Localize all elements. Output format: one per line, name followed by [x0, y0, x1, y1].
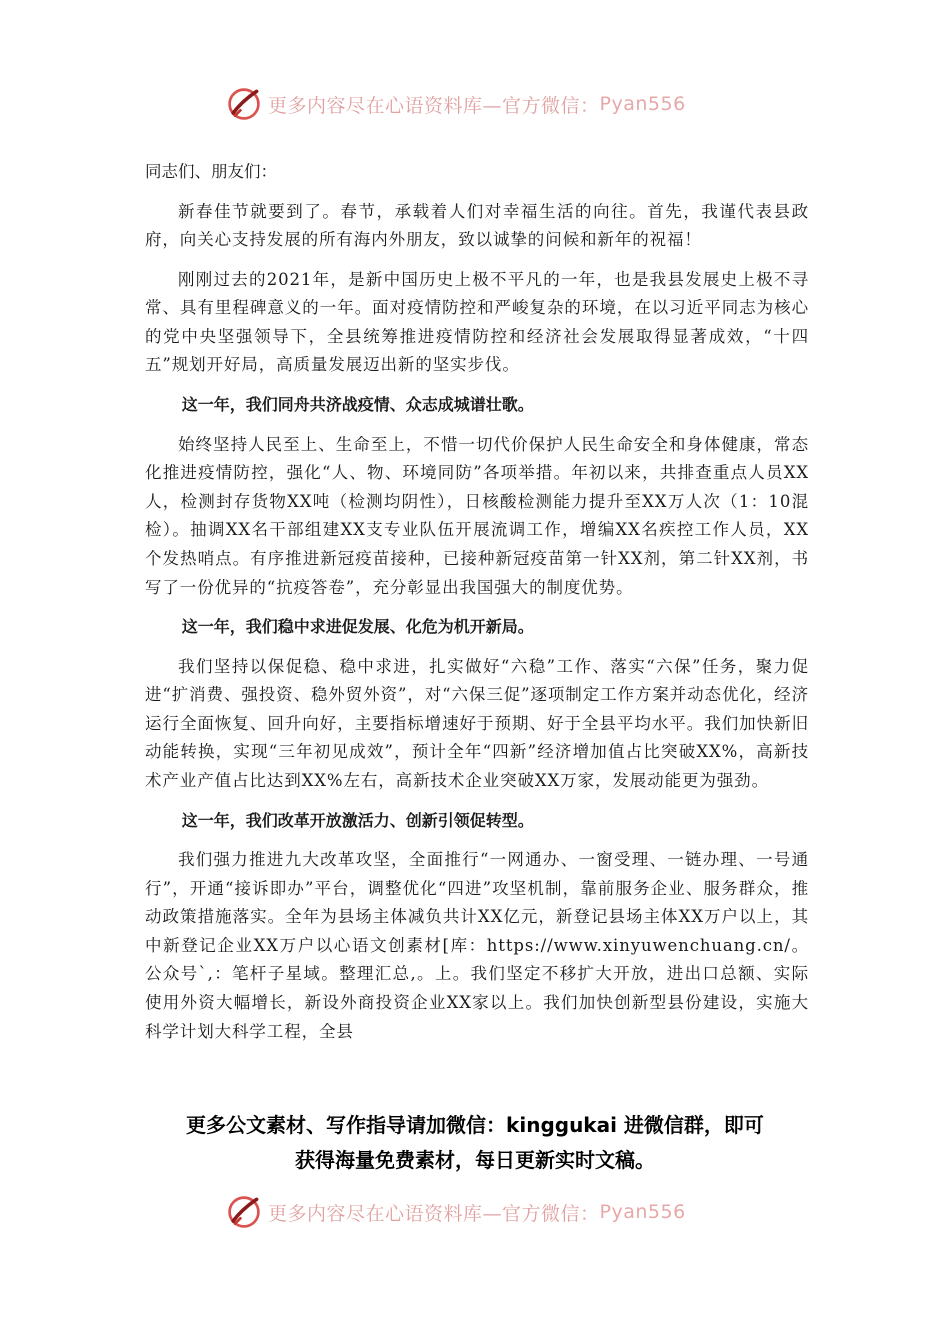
paragraph: 新春佳节就要到了。春节，承载着人们对幸福生活的向往。首先，我谨代表县政府，向关心支持发展的所有海内外朋友，致以诚挚的问候和新年的祝福！ — [145, 201, 809, 250]
brush-logo-icon — [226, 1194, 262, 1230]
paragraph: 始终坚持人民至上、生命至上，不惜一切代价保护人民生命安全和身体健康，常态化推进疫情防控，强化“人、物、环境同防”各项举措。年初以来，共排查重点人员XX人，检测封存货物XX吨（检测均阴性），日核酸检测能力提升至XX万人次（1：10混检）。抽调XX名干部组建XX支专业队伍开展流调工作，增编XX名疾控工作人员，XX个发热哨点。有序推进新冠疫苗接种，已接种新冠疫苗第一针XX剂，第二针XX剂，书写了一份优异的“抗疫答卷”，充分彰显出我国强大的制度优势。 — [145, 434, 809, 597]
brush-logo-icon — [226, 86, 262, 122]
section-heading: 这一年，我们稳中求进促发展、化危为机开新局。 — [181, 617, 534, 637]
header-wechat-id: Pyan556 — [599, 93, 686, 115]
header-banner — [226, 84, 686, 124]
greeting: 同志们、朋友们： — [145, 162, 277, 181]
promo-line-2: 获得海量免费素材，每日更新实时文稿。 — [295, 1148, 655, 1172]
section-heading: 这一年，我们同舟共济战疫情、众志成城谱壮歌。 — [181, 395, 534, 415]
footer-banner — [226, 1192, 686, 1232]
footer-banner-text: 更多内容尽在心语资料库—官方微信： — [268, 1202, 600, 1225]
section-heading: 这一年，我们改革开放激活力、创新引领促转型。 — [181, 810, 534, 830]
paragraph: 我们强力推进九大改革攻坚，全面推行“一网通办、一窗受理、一链办理、一号通行”，开通“接诉即办”平台，调整优化“四进”攻坚机制，靠前服务企业、服务群众，推动政策措施落实。全年为县场主体减负共计XX亿元，新登记县场主体XX万户以上，其中新登记企业XX万户以心语文创素材[库：https://www.xinyuwenchuang.cn/。公众号`,：笔杆子星域。整理汇总,。上。我们坚定不移扩大开放，进出口总额、实际使用外资大幅增长，新设外商投资企业XX家以上。我们加快创新型县份建设，实施大科学计划大科学工程，全县 — [145, 850, 809, 1041]
document-body — [145, 158, 809, 1057]
header-banner-text: 更多内容尽在心语资料库—官方微信： — [268, 94, 600, 117]
footer-wechat-id: Pyan556 — [599, 1201, 686, 1223]
paragraph: 刚刚过去的2021年，是新中国历史上极不平凡的一年，也是我县发展史上极不寻常、具有里程碑意义的一年。面对疫情防控和严峻复杂的环境，在以习近平同志为核心的党中央坚强领导下，全县统筹推进疫情防控和经济社会发展取得显著成效，“十四五”规划开好局，高质量发展迈出新的坚实步伐。 — [145, 269, 809, 375]
promo-notice — [130, 1108, 820, 1178]
promo-line-1: 更多公文素材、写作指导请加微信：kinggukai 进微信群，即可 — [186, 1113, 764, 1137]
paragraph: 我们坚持以保促稳、稳中求进，扎实做好“六稳”工作、落实“六保”任务，聚力促进“扩消费、强投资、稳外贸外资”，对“六保三促”逐项制定工作方案并动态优化，经济运行全面恢复、回升向好，主要指标增速好于预期、好于全县平均水平。我们加快新旧动能转换，实现“三年初见成效”，预计全年“四新”经济增加值占比突破XX%，高新技术产业产值占比达到XX%左右，高新技术企业突破XX万家，发展动能更为强劲。 — [145, 656, 809, 790]
